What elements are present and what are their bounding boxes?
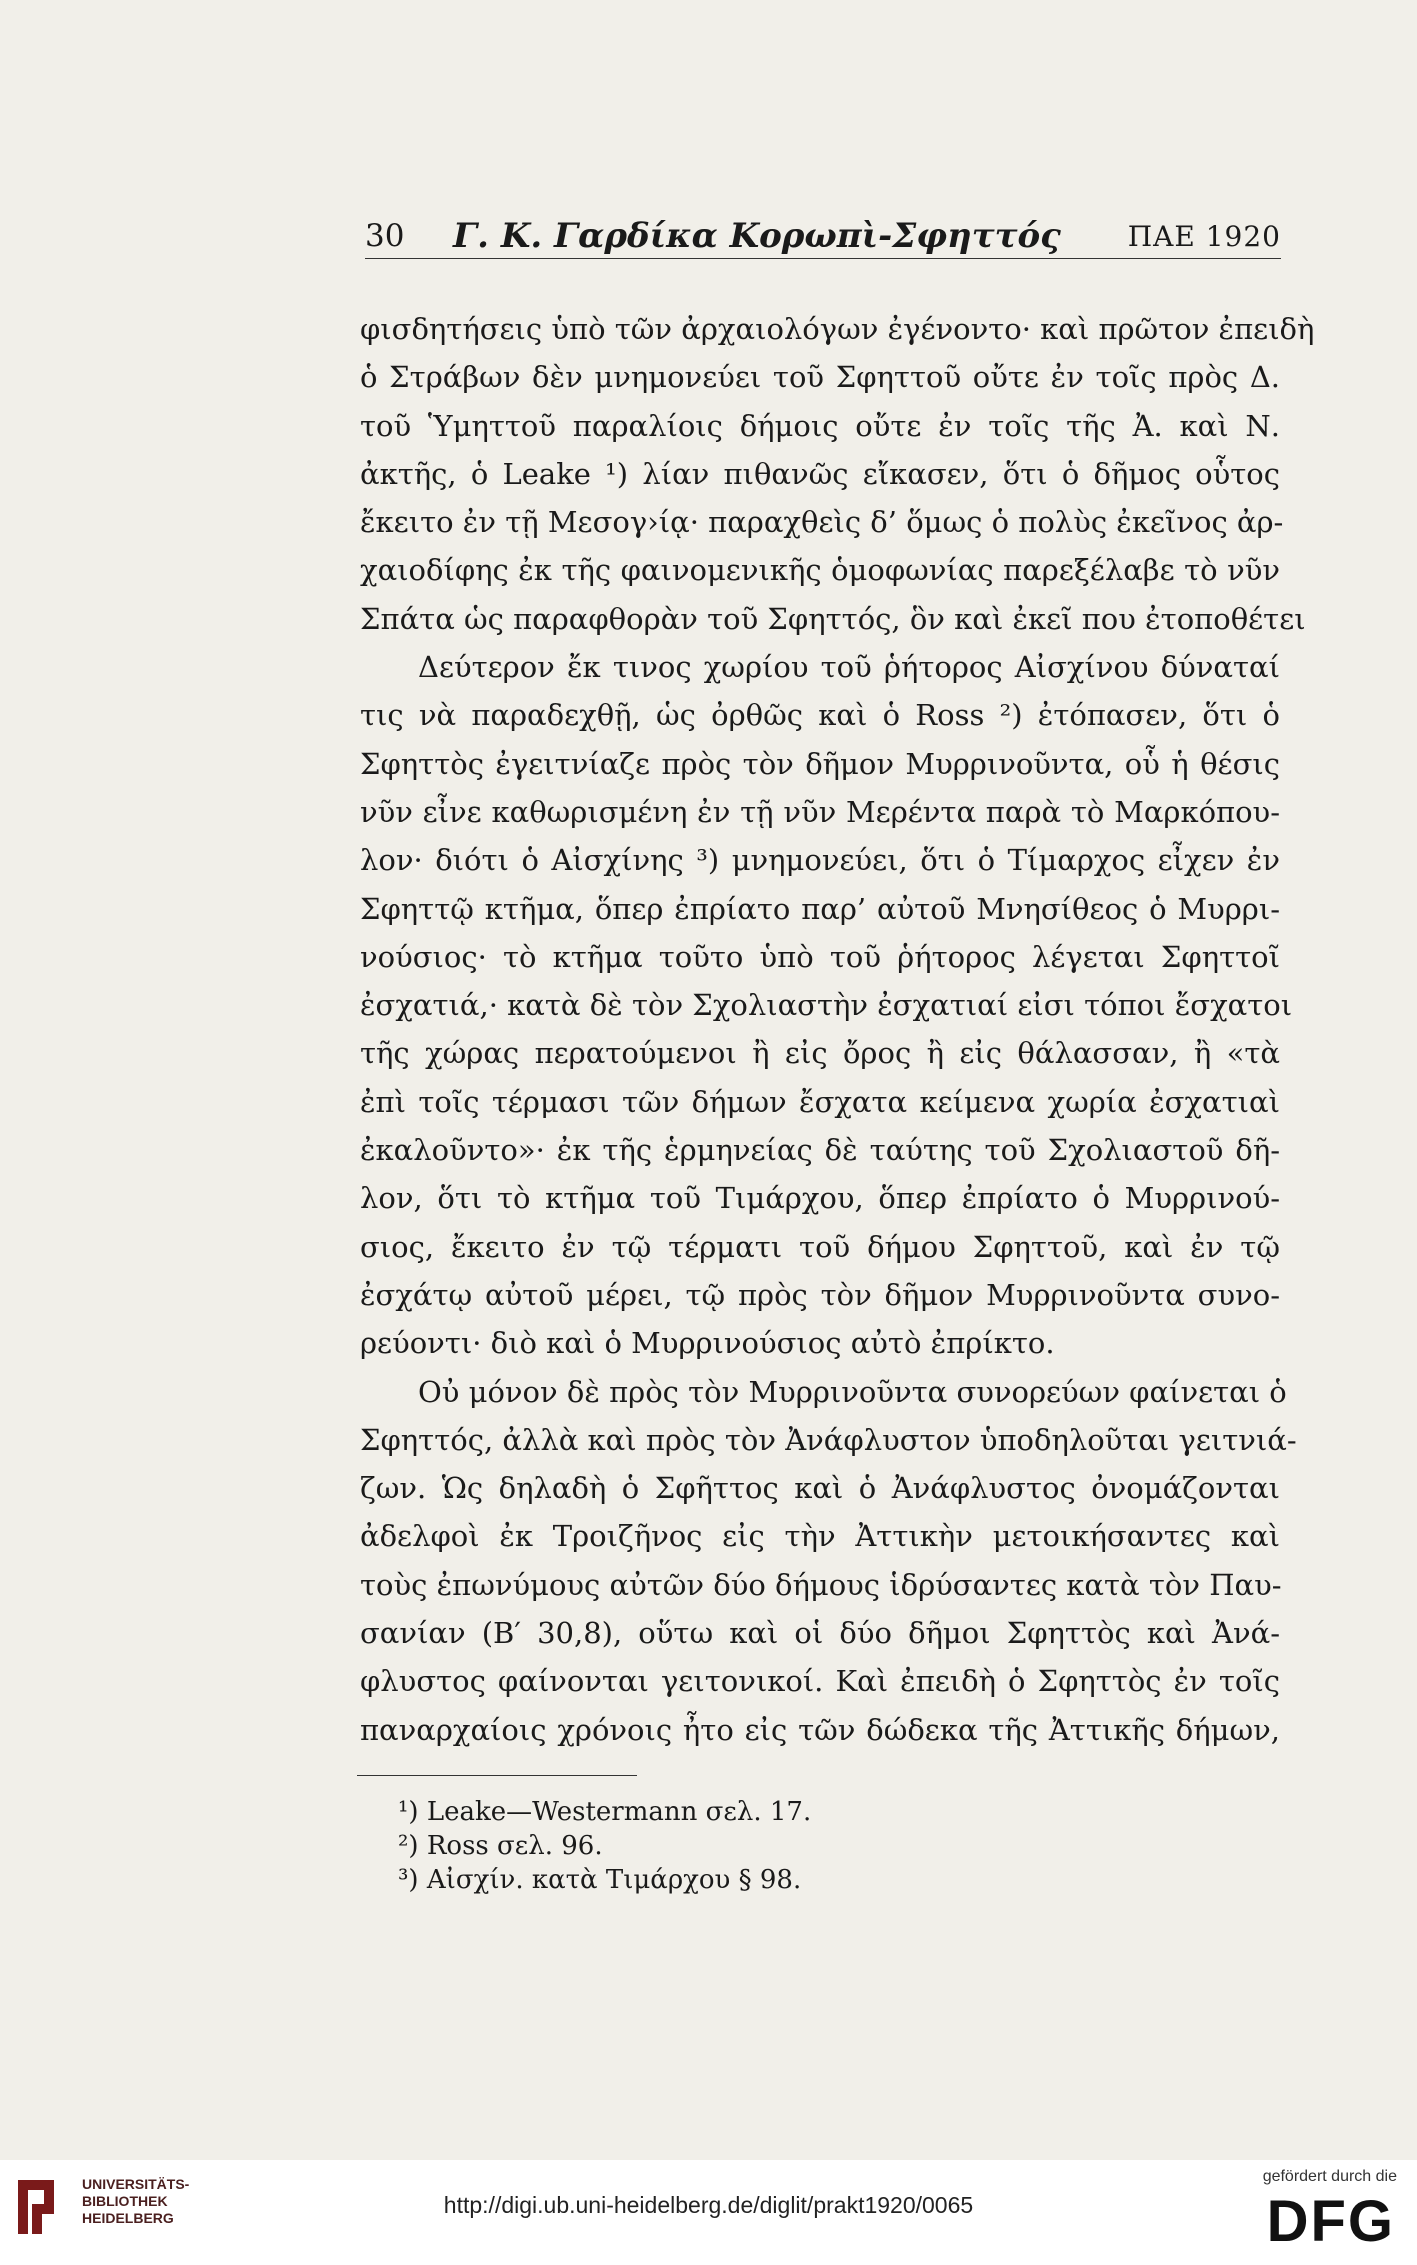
body-text [360,305,1315,1754]
text-line: σιος, ἔκειτο ἐν τῷ τέρματι τοῦ δήμου Σφηττοῦ, καὶ ἐν τῷ [360,1229,1280,1264]
footnote-text: Ross σελ. 96. [426,1831,603,1861]
text-line: ἐπὶ τοῖς τέρμασι τῶν δήμων ἔσχατα κείμενα χωρία ἐσχατιαὶ [360,1084,1280,1119]
institution-name: UNIVERSITÄTS- BIBLIOTHEK HEIDELBERG [82,2176,190,2226]
text-line: ζων. Ὡς δηλαδὴ ὁ Σφῆττος καὶ ὁ Ἀνάφλυστος ὀνομάζονται [360,1471,1280,1506]
text-line: νούσιος· τὸ κτῆμα τοῦτο ὑπὸ τοῦ ῥήτορος λέγεται Σφηττοῖ [360,939,1280,974]
text-line: τοῦ Ὑμηττοῦ παραλίοις δήμοις οὔτε ἐν τοῖς τῆς Ἀ. καὶ Ν. [360,408,1280,443]
footnote-mark: ¹) [398,1797,419,1827]
text-line: τῆς χώρας περατούμενοι ἢ εἰς ὄρος ἢ εἰς θάλασσαν, ἢ «τὰ [360,1036,1280,1071]
text-line: Σφηττός, ἀλλὰ καὶ πρὸς τὸν Ἀνάφλυστον ὑποδηλοῦται γειτνιά- [360,1422,1297,1457]
footnote-mark: ²) [398,1831,419,1861]
text-line: Δεύτερον ἔκ τινος χωρίου τοῦ ῥήτορος Αἰσχίνου δύναταί [418,650,1280,685]
footnote [398,1863,811,1897]
text-line: ὁ Στράβων δὲν μνημονεύει τοῦ Σφηττοῦ οὔτε ἐν τοῖς πρὸς Δ. [360,360,1280,395]
footnote-divider [357,1775,637,1776]
running-header [365,212,1281,259]
funding-caption: gefördert durch die [1262,2168,1397,2185]
text-line: Οὐ μόνον δὲ πρὸς τὸν Μυρρινοῦντα συνορεύων φαίνεται ὁ [418,1374,1287,1409]
text-line: λον, ὅτι τὸ κτῆμα τοῦ Τιμάρχου, ὅπερ ἐπρίατο ὁ Μυρρινού- [360,1181,1280,1216]
footnote [398,1829,811,1863]
text-line: τις νὰ παραδεχθῇ, ὡς ὀρθῶς καὶ ὁ Ross ²) ἐτόπασεν, ὅτι ὁ [360,698,1280,733]
footnote-mark: ³) [398,1865,419,1895]
footnotes [398,1795,811,1897]
text-line: λον· διότι ὁ Αἰσχίνης ³) μνημονεύει, ὅτι ὁ Τίμαρχος εἶχεν ἐν [360,843,1280,878]
text-line: ἐσχάτῳ αὐτοῦ μέρει, τῷ πρὸς τὸν δῆμον Μυρρινοῦντα συνο- [360,1277,1280,1312]
text-line: νῦν εἶνε καθωρισμένη ἐν τῇ νῦν Μερέντα παρὰ τὸ Μαρκόπου- [360,794,1280,829]
text-line: Σπάτα ὡς παραφθορὰν τοῦ Σφηττός, ὃν καὶ ἐκεῖ που ἐτοποθέτει [360,601,1306,636]
text-line: τοὺς ἐπωνύμους αὐτῶν δύο δήμους ἱδρύσαντες κατὰ τὸν Παυ- [360,1567,1282,1602]
text-line: Σφηττῷ κτῆμα, ὅπερ ἐπρίατο παρ’ αὐτοῦ Μνησίθεος ὁ Μυρρι- [360,891,1280,926]
text-line: ἀδελφοὶ ἐκ Τροιζῆνος εἰς τὴν Ἀττικὴν μετοικήσαντες καὶ [360,1519,1280,1554]
text-line: Σφηττὸς ἐγειτνίαζε πρὸς τὸν δῆμον Μυρρινοῦντα, οὗ ἡ θέσις [360,746,1280,781]
page-number: 30 [365,218,405,254]
text-line: ἐκαλοῦντο»· ἐκ τῆς ἑρμηνείας δὲ ταύτης τοῦ Σχολιαστοῦ δῆ- [360,1133,1280,1168]
source-url-link[interactable]: http://digi.ub.uni-heidelberg.de/diglit/prakt1920/0065 [443,2192,974,2218]
text-line: φισδητήσεις ὑπὸ τῶν ἀρχαιολόγων ἐγένοντο· καὶ πρῶτον ἐπειδὴ [360,312,1315,346]
text-line: σανίαν (Β′ 30,8), οὕτω καὶ οἱ δύο δῆμοι Σφηττὸς καὶ Ἀνά- [360,1616,1280,1651]
text-line: ἐσχατιά,· κατὰ δὲ τὸν Σχολιαστὴν ἐσχατιαί εἰσι τόποι ἔσχατοι [360,988,1293,1023]
article-title: Γ. Κ. Γαρδίκα Κορωπὶ-Σφηττός [453,216,1061,256]
text-line: παναρχαίοις χρόνοις ἦτο εἰς τῶν δώδεκα τῆς Ἀττικῆς δήμων, [360,1712,1280,1747]
text-line: φλυστος φαίνονται γειτονικοί. Καὶ ἐπειδὴ ὁ Σφηττὸς ἐν τοῖς [360,1664,1280,1699]
text-line: χαιοδίφης ἐκ τῆς φαινομενικῆς ὁμοφωνίας παρεξέλαβε τὸ νῦν [360,553,1280,588]
journal-label: ΠΑΕ 1920 [1127,220,1281,253]
text-line: ἔκειτο ἐν τῇ Μεσογ›ίᾳ· παραχθεὶς δ’ ὅμως ὁ πολὺς ἐκεῖνος ἀρ- [360,505,1284,540]
dfg-logo: DFG [1266,2189,1395,2254]
text-line: ἀκτῆς, ὁ Leake ¹) λίαν πιθανῶς εἴκασεν, ὅτι ὁ δῆμος οὗτος [360,456,1280,491]
footnote-text: Leake—Westermann σελ. 17. [426,1797,812,1827]
footnote [398,1795,811,1829]
text-line: ρεύοντι· διὸ καὶ ὁ Μυρρινούσιος αὐτὸ ἐπρίκτο. [360,1326,1055,1361]
footnote-text: Αἰσχίν. κατὰ Τιμάρχου § 98. [426,1865,802,1895]
